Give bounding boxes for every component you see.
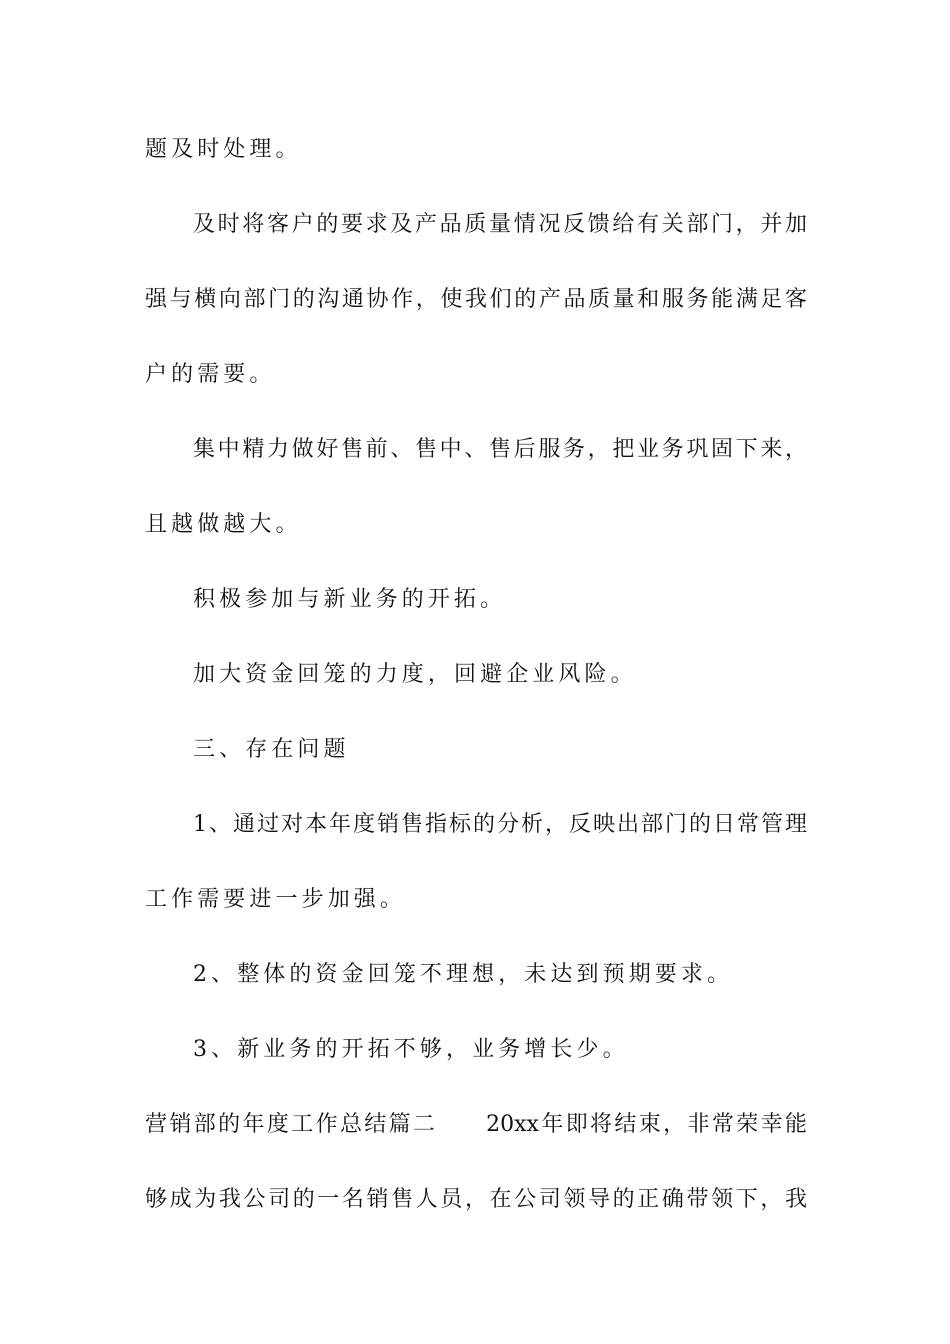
text-line: 户的需要。 [145,362,276,387]
text-line: 且越做越大。 [145,512,302,537]
text-line: 营销部的年度工作总结篇二 20xx年即将结束，非常荣幸能 [145,1112,807,1137]
text-line: 题及时处理。 [145,137,302,162]
text-line: 集中精力做好售前、售中、售后服务，把业务巩固下来， [193,437,807,462]
text-line: 2、整体的资金回笼不理想，未达到预期要求。 [193,962,734,987]
text-line: 及时将客户的要求及产品质量情况反馈给有关部门，并加 [193,212,807,237]
text-line: 3、新业务的开拓不够，业务增长少。 [193,1037,629,1062]
section-heading: 三、存在问题 [193,737,350,762]
text-line: 强与横向部门的沟通协作，使我们的产品质量和服务能满足客 [145,287,807,312]
text-line: 加大资金回笼的力度，回避企业风险。 [193,662,637,687]
text-line: 工作需要进一步加强。 [145,887,407,912]
text-line: 够成为我公司的一名销售人员，在公司领导的正确带领下，我 [145,1187,807,1212]
text-line: 1、通过对本年度销售指标的分析，反映出部门的日常管理 [193,812,807,837]
text-line: 积极参加与新业务的开拓。 [193,587,507,612]
